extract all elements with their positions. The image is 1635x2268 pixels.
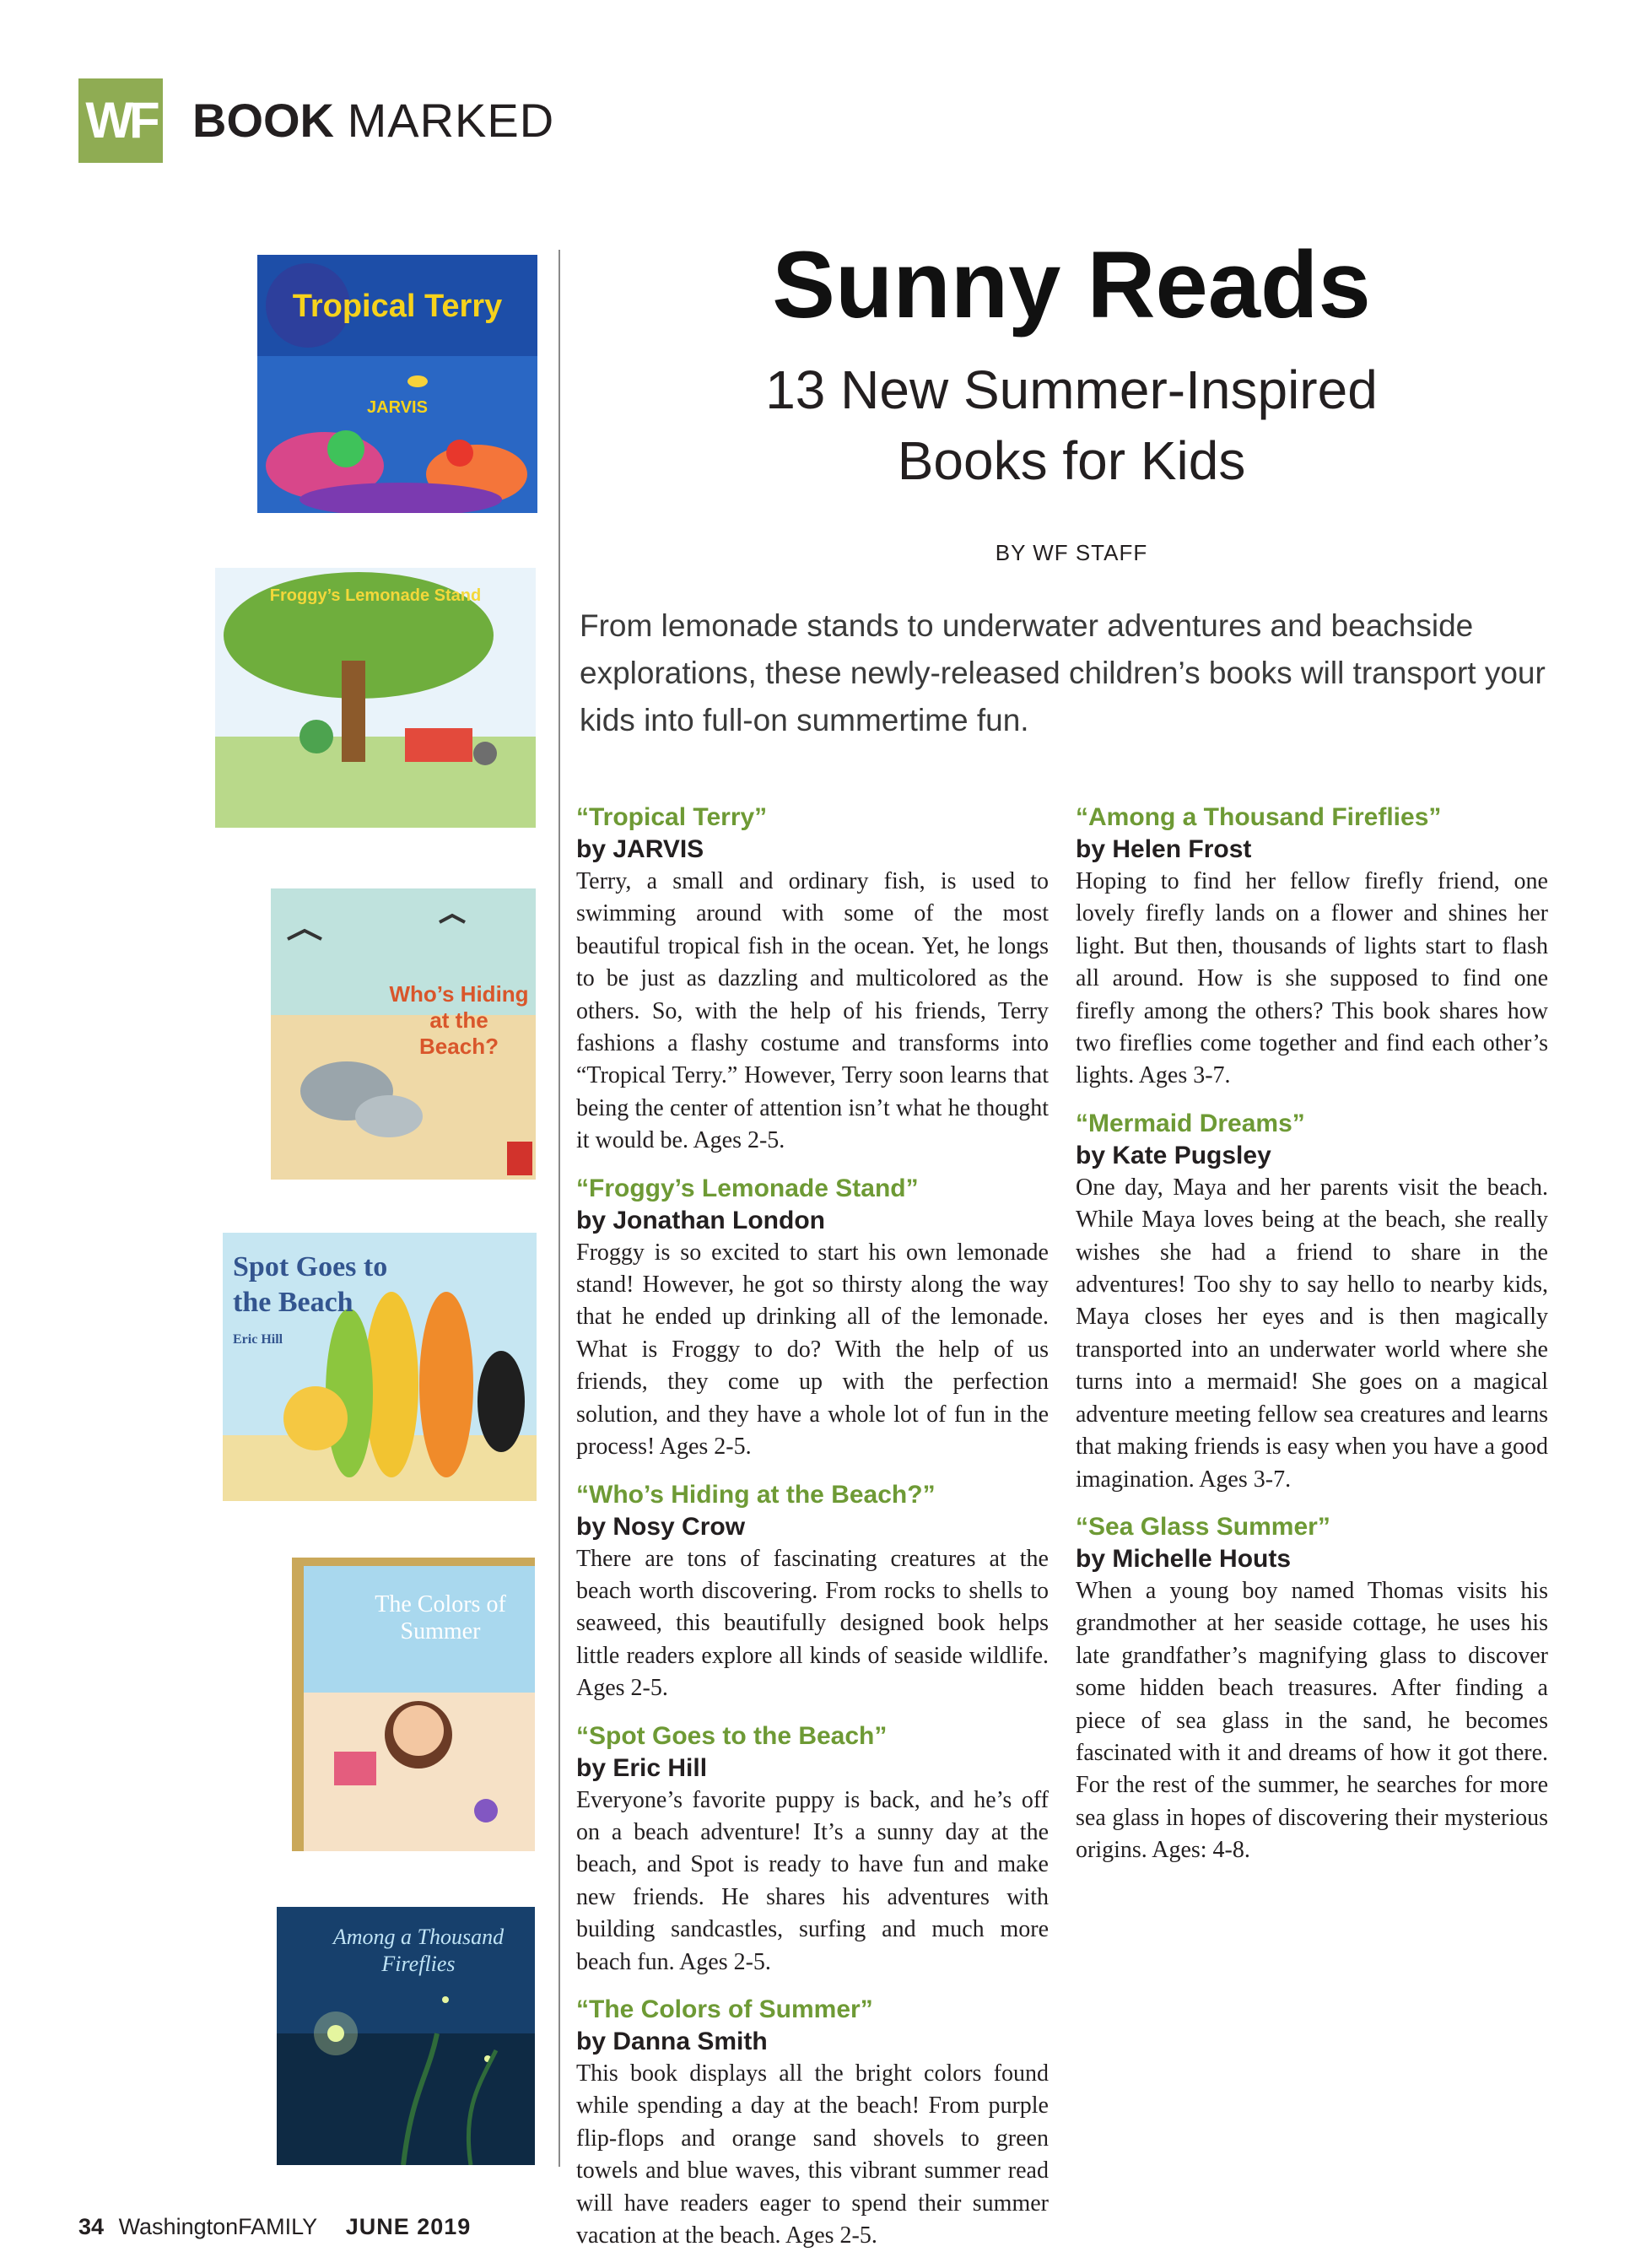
cover-whos-hiding-at-the-beach [271, 888, 536, 1180]
subtitle-line-1: 13 New Summer-Inspired [765, 359, 1378, 420]
article-column-left [576, 802, 1049, 2267]
book-title: “Among a Thousand Fireflies” [1076, 803, 1442, 831]
section-label [192, 91, 554, 150]
book-entry [1076, 802, 1548, 1093]
issue-date: JUNE 2019 [345, 2214, 472, 2239]
page-number: 34 [78, 2214, 105, 2239]
cover-title: Who’s Hiding at the Beach? [389, 981, 529, 1059]
cover-title: Tropical Terry [292, 289, 503, 324]
book-entry [1076, 1108, 1548, 1496]
article-column-right [1076, 802, 1548, 1882]
article-subtitle [591, 354, 1552, 496]
cover-spot-goes-to-the-beach [223, 1233, 537, 1501]
book-title: “Sea Glass Summer” [1076, 1512, 1330, 1541]
book-author: by Jonathan London [576, 1206, 825, 1234]
book-title: “Mermaid Dreams” [1076, 1109, 1305, 1137]
book-author: by Kate Pugsley [1076, 1141, 1271, 1169]
cover-title: Froggy’s Lemonade Stand [269, 586, 482, 605]
book-author: by Helen Frost [1076, 835, 1252, 863]
cover-tropical-terry [257, 255, 537, 513]
book-author: by Nosy Crow [576, 1512, 746, 1541]
article-title: Sunny Reads [772, 232, 1371, 338]
cover-the-colors-of-summer [292, 1558, 535, 1851]
subtitle-line-2: Books for Kids [897, 430, 1246, 491]
froggy-illustration [215, 568, 536, 828]
cover-title: The Colors of Summer [375, 1591, 506, 1644]
book-author: by Eric Hill [576, 1753, 708, 1782]
book-entry [576, 802, 1049, 1158]
book-title: “The Colors of Summer” [576, 1995, 873, 2023]
book-description: One day, Maya and her parents visit the beach. While Maya loves being at the beach, she really wishes she had a friend to share in the adventures! Too shy to say hello to nearby kids, Maya closes her eyes and is then magically transported into an underwater world where she turns into a mermaid! She goes on a magical adventure meeting fellow sea creatures and learns that making friends is easy when you have a good imagination. Ages 3-7. [1076, 1174, 1548, 1493]
magazine-name: WashingtonFAMILY [118, 2214, 318, 2239]
book-description: Froggy is so excited to start his own lemonade stand! However, he got so thirsty along the way that he ended up drinking all of the lemonade. What is Froggy to do? With the help of us friends, they come up with the perfection solution, and they have a whole lot of fun in the process! Ages 2-5. [576, 1239, 1049, 1461]
book-title: “Spot Goes to the Beach” [576, 1721, 888, 1750]
section-label-light: MARKED [347, 94, 555, 147]
wf-logo: WF [78, 78, 163, 163]
book-description: Hoping to find her fellow firefly friend, one lovely firefly lands on a flower and shines her light. But then, thousands of lights start to flash all around. How is she supposed to find one firefly among the others? This book shares how two fireflies come together and find each other’s lights. Ages 3-7. [1076, 868, 1548, 1089]
book-entry [576, 1479, 1049, 1705]
book-entry [576, 1173, 1049, 1464]
cover-author: JARVIS [367, 398, 428, 417]
article-byline: BY WF STAFF [995, 540, 1148, 565]
book-author: by Danna Smith [576, 2027, 768, 2055]
cover-froggys-lemonade-stand [215, 568, 536, 828]
page-footer [78, 2214, 471, 2240]
cover-among-a-thousand-fireflies [277, 1907, 535, 2165]
book-description: Terry, a small and ordinary fish, is used to swimming around with some of the most beautiful tropical fish in the ocean. Yet, he longs to be just as dazzling and multicolored as the others. So, with the help of his friends, Terry fashions a flashy costume and transforms into “Tropical Terry.” However, Terry soon learns that being the center of attention isn’t what he thought it would be. Ages 2-5. [576, 868, 1049, 1154]
book-title: “Who’s Hiding at the Beach?” [576, 1480, 936, 1509]
book-description: When a young boy named Thomas visits his grandmother at her seaside cottage, he uses his late grandfather’s magnifying glass to discover some hidden beach treasures. After finding a piece of sea glass in the sand, he becomes fascinated with it and dreams of how it got there. For the rest of the summer, he searches for more sea glass in hopes of discovering their mysterious origins. Ages: 4-8. [1076, 1577, 1548, 1864]
cover-title: Spot Goes to the Beach [233, 1251, 388, 1318]
book-title: “Froggy’s Lemonade Stand” [576, 1174, 919, 1202]
cover-author: Eric Hill [233, 1332, 283, 1347]
article-intro: From lemonade stands to underwater adventures and beachside explorations, these newly-released children’s books will transport your kids into full-on summertime fun. [580, 608, 1546, 737]
book-entry [576, 1720, 1049, 1979]
book-title: “Tropical Terry” [576, 803, 768, 831]
section-label-bold: BOOK [192, 94, 334, 147]
book-description: This book displays all the bright colors found while spending a day at the beach! From purple flip-flops and orange sand shovels to green towels and blue waves, this vibrant summer read will have readers eager to spend their summer vacation at the beach. Ages 2-5. [576, 2060, 1049, 2249]
book-description: Everyone’s favorite puppy is back, and he’s off on a beach adventure! It’s a sunny day at the beach, and Spot is ready to have fun and make new friends. He shares his adventures with building sandcastles, surfing and much more beach fun. Ages 2-5. [576, 1786, 1049, 1975]
book-entry [576, 1994, 1049, 2252]
book-description: There are tons of fascinating creatures at the beach worth discovering. From rocks to shells to seaweed, this beautifully designed book helps little readers explore all kinds of seaside wildlife. Ages 2-5. [576, 1545, 1049, 1702]
cover-title: Among a Thousand Fireflies [332, 1925, 505, 1976]
column-divider [558, 250, 560, 2167]
book-author: by Michelle Houts [1076, 1544, 1292, 1573]
book-author: by JARVIS [576, 835, 704, 863]
book-entry [1076, 1511, 1548, 1867]
